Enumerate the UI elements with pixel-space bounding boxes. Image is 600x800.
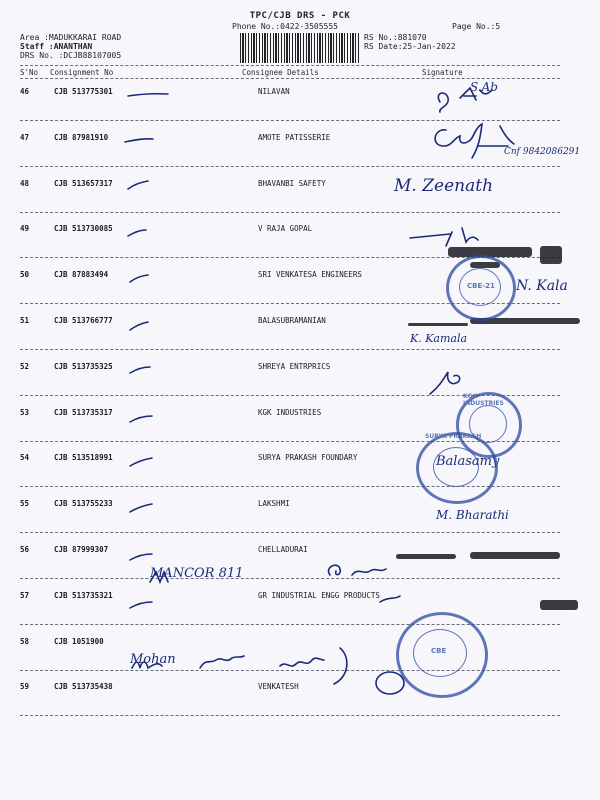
area-label: Area :MADUKKARAI ROAD [20,33,122,42]
row-serial-number: 49 [20,224,30,233]
row-signature: Mohan [130,652,176,667]
row-consignee-name: VENKATESH [258,682,299,691]
row-consignment-number: CJB 513766777 [54,316,113,325]
row-consignment-number: CJB 513518991 [54,453,113,462]
row-signature: Cnf 9842086291 [504,147,581,157]
row-signature: N. Kala [516,278,568,294]
document-title: TPC/CJB DRS - PCK [249,11,351,21]
company-stamp: CBE-21 [446,255,516,321]
row-signature: Balasamy [436,454,500,469]
row-consignee-name: V RAJA GOPAL [258,224,313,233]
row-consignment-number: CJB 513735321 [54,591,113,600]
row-consignment-number: CJB 513730085 [54,224,113,233]
row-serial-number: 55 [20,499,30,508]
row-serial-number: 51 [20,316,30,325]
row-signature: S.Ab [470,80,498,94]
staff-label: Staff :ANANTHAN [20,42,93,51]
row-consignee-name: AMOTE PATISSERIE [258,133,331,142]
row-serial-number: 50 [20,270,30,279]
row-serial-number: 53 [20,408,30,417]
row-serial-number: 46 [20,87,30,96]
row-consignment-number: CJB 87999307 [54,545,109,554]
page-number: Page No.:5 [452,22,501,31]
row-consignee-name: LAKSHMI [258,499,290,508]
ink-smudge [540,600,578,610]
row-signature: K. Kamala [410,332,468,345]
ink-smudge [470,552,560,559]
company-stamp: CBE [396,612,488,698]
row-serial-number: 56 [20,545,30,554]
ink-smudge [408,323,468,326]
row-serial-number: 47 [20,133,30,142]
row-consignee-name: SURYA PRAKASH FOUNDARY [258,453,358,462]
ink-smudge [540,246,562,264]
column-header-signature: Signature [422,68,463,77]
row-consignment-number: CJB 87883494 [54,270,109,279]
company-stamp: SURYA PRAKASH [416,432,498,504]
column-header-consignee: Consignee Details [242,68,319,77]
row-serial-number: 57 [20,591,30,600]
row-consignment-number: CJB 1051900 [54,637,104,646]
column-header-sno: S'No [20,68,39,77]
row-signature: M. Bharathi [436,508,509,522]
row-consignment-number: CJB 513755233 [54,499,113,508]
row-consignee-name: NILAVAN [258,87,290,96]
row-consignee-name: CHELLADURAI [258,545,308,554]
row-consignee-name: SHREYA ENTRPRICS [258,362,331,371]
row-serial-number: 54 [20,453,30,462]
row-consignment-number: CJB 513775301 [54,87,113,96]
row-consignee-name: KGK INDUSTRIES [258,408,322,417]
row-consignee-name: SRI VENKATESA ENGINEERS [258,270,362,279]
row-signature: M. Zeenath [394,176,494,196]
row-serial-number: 48 [20,179,30,188]
row-serial-number: 58 [20,637,30,646]
drs-number: DRS No. :DCJB88107005 [20,51,122,60]
company-stamp: KGK INDUSTRIES [456,392,522,458]
row-serial-number: 59 [20,682,30,691]
row-signature: MANCOR 811 [150,566,244,581]
row-consignment-number: CJB 513735438 [54,682,113,691]
row-serial-number: 52 [20,362,30,371]
ink-smudge [396,554,456,559]
row-consignee-name: BALASUBRAMANIAN [258,316,326,325]
column-header-consignment: Consignment No [50,68,114,77]
row-consignment-number: CJB 87981910 [54,133,109,142]
row-consignee-name: BHAVANBI SAFETY [258,179,326,188]
row-consignee-name: GR INDUSTRIAL ENGG PRODUCTS [258,591,380,600]
rs-date: RS Date:25-Jan-2022 [364,42,456,51]
row-consignment-number: CJB 513735317 [54,408,113,417]
rs-number: RS No.:881070 [364,33,427,42]
row-consignment-number: CJB 513657317 [54,179,113,188]
row-consignment-number: CJB 513735325 [54,362,113,371]
phone-number: Phone No.:0422-3505555 [232,22,338,31]
